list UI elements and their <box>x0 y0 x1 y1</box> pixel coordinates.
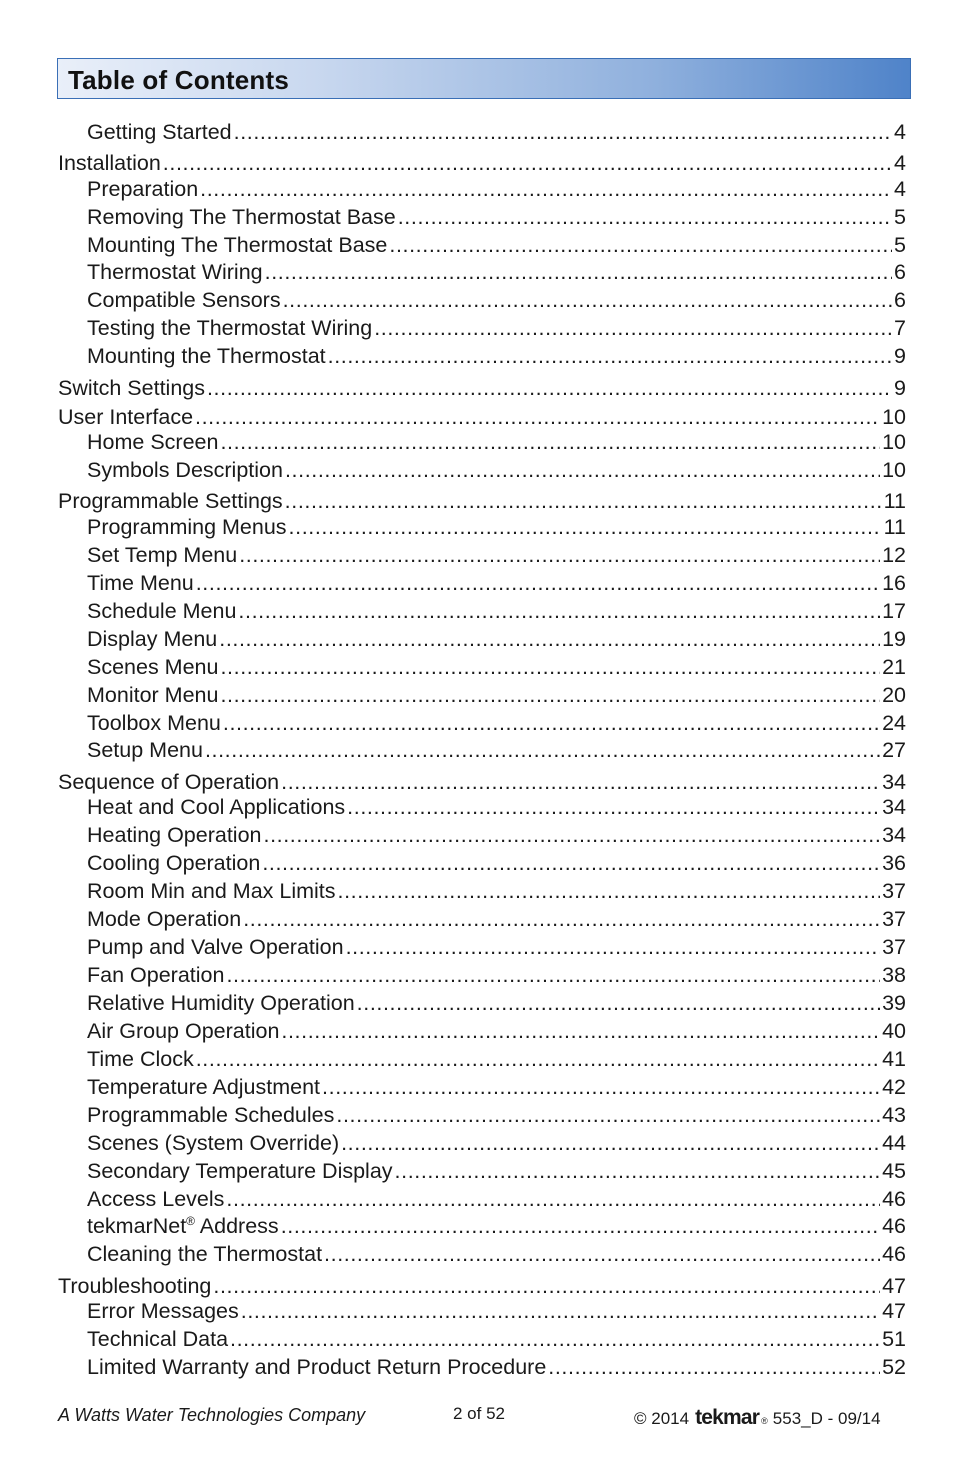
dot-leader <box>346 934 881 960</box>
toc-section-entry[interactable] <box>58 769 906 795</box>
dot-leader <box>243 906 880 932</box>
toc-entry-label: Temperature Adjustment <box>87 1075 321 1099</box>
dot-leader <box>374 315 892 341</box>
toc-entry-label: Fan Operation <box>87 963 225 987</box>
toc-subsection-entry[interactable] <box>87 934 906 960</box>
dot-leader <box>336 1102 880 1128</box>
toc-entry-label: Testing the Thermostat Wiring <box>87 316 373 340</box>
toc-subsection-entry[interactable] <box>87 1186 906 1212</box>
dot-leader <box>196 570 880 596</box>
toc-entry-label: Pump and Valve Operation <box>87 935 344 959</box>
dot-leader <box>262 850 880 876</box>
dot-leader <box>289 514 882 540</box>
toc-entry-label: Access Levels <box>87 1187 225 1211</box>
toc-entry-label: Toolbox Menu <box>87 711 221 735</box>
toc-section-entry[interactable] <box>58 1273 906 1299</box>
toc-subsection-entry[interactable] <box>87 1102 906 1128</box>
toc-entry-page: 16 <box>882 571 906 595</box>
document-code: 553_D - 09/14 <box>772 1409 881 1428</box>
toc-entry-label: Technical Data <box>87 1327 229 1351</box>
dot-leader <box>234 119 892 145</box>
dot-leader <box>264 822 881 848</box>
toc-entry-label: Set Temp Menu <box>87 543 238 567</box>
dot-leader <box>207 375 892 401</box>
tekmar-logo: tekmar <box>695 1406 760 1429</box>
toc-subsection-entry[interactable] <box>87 429 906 455</box>
dot-leader <box>389 232 892 258</box>
toc-entry-label: Programming Menus <box>87 515 287 539</box>
dot-leader <box>220 682 880 708</box>
toc-entry-page: 37 <box>882 879 906 903</box>
toc-entry-page: 10 <box>882 458 906 482</box>
toc-entry-page: 39 <box>882 991 906 1015</box>
footer-copyright <box>634 1406 881 1430</box>
toc-entry-page: 47 <box>882 1274 906 1298</box>
toc-entry-page: 21 <box>882 655 906 679</box>
dot-leader <box>548 1354 880 1380</box>
dot-leader <box>195 404 880 430</box>
toc-entry-page: 4 <box>894 177 906 201</box>
toc-entry-page: 37 <box>882 907 906 931</box>
toc-entry-label: Troubleshooting <box>58 1274 212 1298</box>
toc-subsection-entry[interactable] <box>87 287 906 313</box>
toc-entry-label: Installation <box>58 151 161 175</box>
dot-leader <box>281 1018 880 1044</box>
toc-subsection-entry[interactable] <box>87 204 906 230</box>
toc-entry-page: 20 <box>882 683 906 707</box>
dot-leader <box>322 1074 880 1100</box>
toc-entry-label: Programmable Settings <box>58 489 283 513</box>
toc-subsection-entry[interactable] <box>87 850 906 876</box>
toc-entry-page: 34 <box>882 823 906 847</box>
toc-entry-page: 43 <box>882 1103 906 1127</box>
toc-entry-page: 5 <box>894 233 906 257</box>
toc-subsection-entry[interactable] <box>87 457 906 483</box>
toc-subsection-entry[interactable] <box>87 570 906 596</box>
toc-subsection-entry[interactable] <box>87 542 906 568</box>
toc-entry-label: Heat and Cool Applications <box>87 795 346 819</box>
toc-entry-label: Mode Operation <box>87 907 242 931</box>
toc-subsection-entry[interactable] <box>87 626 906 652</box>
toc-subsection-entry[interactable] <box>87 682 906 708</box>
toc-entry-label: Mounting the Thermostat <box>87 344 326 368</box>
toc-entry-page: 42 <box>882 1075 906 1099</box>
toc-entry-page: 4 <box>894 151 906 175</box>
toc-entry-label: Symbols Description <box>87 458 283 482</box>
toc-entry-page: 44 <box>882 1131 906 1155</box>
toc-entry-label: Scenes Menu <box>87 655 219 679</box>
toc-entry-label: Time Menu <box>87 571 194 595</box>
toc-entry-label: Relative Humidity Operation <box>87 991 355 1015</box>
toc-subsection-entry[interactable] <box>87 654 906 680</box>
toc-entry-label: Cleaning the Thermostat <box>87 1242 323 1266</box>
dot-leader <box>226 1186 880 1212</box>
toc-subsection-entry[interactable] <box>87 1354 906 1380</box>
toc-entry-label: Time Clock <box>87 1047 194 1071</box>
toc-section-entry[interactable] <box>58 375 906 401</box>
toc-entry-label: Scenes (System Override) <box>87 1131 340 1155</box>
toc-entry-page: 34 <box>882 795 906 819</box>
toc-entry-page: 27 <box>882 738 906 762</box>
dot-leader <box>230 1326 880 1352</box>
dot-leader <box>281 1213 880 1239</box>
toc-section-entry[interactable] <box>58 488 906 514</box>
toc-entry-page: 7 <box>894 316 906 340</box>
footer-page-number: 2 of 52 <box>453 1404 505 1423</box>
toc-subsection-entry[interactable] <box>87 1074 906 1100</box>
toc-subsection-entry[interactable] <box>87 794 906 820</box>
toc-entry-page: 47 <box>882 1299 906 1323</box>
toc-entry-page: 10 <box>882 430 906 454</box>
toc-entry-page: 5 <box>894 205 906 229</box>
dot-leader <box>205 737 880 763</box>
dot-leader <box>338 878 881 904</box>
dot-leader <box>226 962 880 988</box>
toc-entry-page: 4 <box>894 120 906 144</box>
toc-entry-label: Heating Operation <box>87 823 262 847</box>
toc-entry-label: Error Messages <box>87 1299 239 1323</box>
toc-entry-label: Mounting The Thermostat Base <box>87 233 388 257</box>
toc-entry-page: 34 <box>882 770 906 794</box>
toc-entry-page: 38 <box>882 963 906 987</box>
toc-entry-page: 45 <box>882 1159 906 1183</box>
toc-subsection-entry[interactable] <box>87 906 906 932</box>
toc-entry-page: 46 <box>882 1214 906 1238</box>
toc-entry-label: Compatible Sensors <box>87 288 281 312</box>
toc-header-bar <box>57 58 911 99</box>
toc-entry-page: 51 <box>882 1327 906 1351</box>
toc-entry-label: Monitor Menu <box>87 683 219 707</box>
toc-entry-label: User Interface <box>58 405 194 429</box>
registered-mark: ® <box>761 1416 768 1426</box>
dot-leader <box>213 1273 880 1299</box>
dot-leader <box>328 343 892 369</box>
dot-leader <box>285 488 882 514</box>
registered-mark: ® <box>186 1213 196 1228</box>
toc-subsection-entry[interactable] <box>87 598 906 624</box>
toc-entry-page: 24 <box>882 711 906 735</box>
copyright-text: © 2014 <box>634 1409 690 1428</box>
toc-entry-label: Getting Started <box>87 120 232 144</box>
toc-entry-label: Setup Menu <box>87 738 203 762</box>
dot-leader <box>341 1130 880 1156</box>
toc-entry-label: Room Min and Max Limits <box>87 879 336 903</box>
dot-leader <box>219 626 880 652</box>
toc-section-entry[interactable] <box>58 150 906 176</box>
dot-leader <box>324 1241 880 1267</box>
dot-leader <box>398 204 892 230</box>
dot-leader <box>220 654 880 680</box>
toc-entry-label: Schedule Menu <box>87 599 237 623</box>
toc-subsection-entry[interactable] <box>87 514 906 540</box>
toc-entry-page: 10 <box>882 405 906 429</box>
toc-subsection-entry[interactable] <box>87 1046 906 1072</box>
toc-subsection-entry[interactable] <box>87 737 906 763</box>
toc-subsection-entry[interactable] <box>87 822 906 848</box>
toc-entry-page: 12 <box>882 543 906 567</box>
toc-entry-label: Programmable Schedules <box>87 1103 335 1127</box>
toc-entry-label: Secondary Temperature Display <box>87 1159 393 1183</box>
toc-entry-page: 37 <box>882 935 906 959</box>
toc-entry-label: Air Group Operation <box>87 1019 280 1043</box>
toc-entry-page: 11 <box>883 515 906 539</box>
dot-leader <box>265 259 892 285</box>
toc-entry-page: 6 <box>894 288 906 312</box>
toc-subsection-entry[interactable] <box>87 119 906 145</box>
toc-subsection-entry[interactable] <box>87 1298 906 1324</box>
toc-entry-label: Cooling Operation <box>87 851 261 875</box>
toc-entry-page: 19 <box>882 627 906 651</box>
dot-leader <box>285 457 880 483</box>
toc-entry-label: tekmarNet® Address <box>87 1213 279 1238</box>
toc-entry-page: 40 <box>882 1019 906 1043</box>
dot-leader <box>357 990 880 1016</box>
dot-leader <box>283 287 892 313</box>
dot-leader <box>220 429 880 455</box>
toc-entry-page: 46 <box>882 1187 906 1211</box>
toc-entry-label: Preparation <box>87 177 199 201</box>
toc-entry-label: Home Screen <box>87 430 219 454</box>
toc-subsection-entry[interactable] <box>87 990 906 1016</box>
toc-subsection-entry[interactable] <box>87 343 906 369</box>
toc-entry-label: Limited Warranty and Product Return Procedure <box>87 1355 547 1379</box>
dot-leader <box>163 150 892 176</box>
toc-entry-label: Sequence of Operation <box>58 770 280 794</box>
toc-entry-page: 52 <box>882 1355 906 1379</box>
toc-entry-page: 6 <box>894 260 906 284</box>
footer-company: A Watts Water Technologies Company <box>58 1405 366 1425</box>
toc-entry-label: Removing The Thermostat Base <box>87 205 396 229</box>
dot-leader <box>281 769 880 795</box>
dot-leader <box>238 598 880 624</box>
toc-entry-page: 9 <box>894 376 906 400</box>
toc-subsection-entry[interactable] <box>87 1213 906 1239</box>
dot-leader <box>347 794 880 820</box>
toc-subsection-entry[interactable] <box>87 1018 906 1044</box>
toc-subsection-entry[interactable] <box>87 176 906 202</box>
dot-leader <box>223 710 880 736</box>
toc-entry-page: 36 <box>882 851 906 875</box>
toc-subsection-entry[interactable] <box>87 315 906 341</box>
dot-leader <box>241 1298 880 1324</box>
toc-subsection-entry[interactable] <box>87 710 906 736</box>
toc-entry-page: 9 <box>894 344 906 368</box>
toc-section-entry[interactable] <box>58 404 906 430</box>
toc-entry-page: 17 <box>882 599 906 623</box>
toc-entry-label: Display Menu <box>87 627 218 651</box>
page-title: Table of Contents <box>68 65 290 95</box>
toc-entry-label: Thermostat Wiring <box>87 260 263 284</box>
dot-leader <box>239 542 880 568</box>
toc-subsection-entry[interactable] <box>87 259 906 285</box>
toc-subsection-entry[interactable] <box>87 232 906 258</box>
toc-entry-label: Switch Settings <box>58 376 205 400</box>
toc-subsection-entry[interactable] <box>87 962 906 988</box>
toc-entry-page: 46 <box>882 1242 906 1266</box>
toc-subsection-entry[interactable] <box>87 1326 906 1352</box>
dot-leader <box>200 176 892 202</box>
dot-leader <box>395 1158 881 1184</box>
toc-subsection-entry[interactable] <box>87 1158 906 1184</box>
toc-subsection-entry[interactable] <box>87 1241 906 1267</box>
toc-subsection-entry[interactable] <box>87 1130 906 1156</box>
dot-leader <box>196 1046 880 1072</box>
toc-subsection-entry[interactable] <box>87 878 906 904</box>
toc-entry-page: 11 <box>883 489 906 513</box>
toc-entry-page: 41 <box>882 1047 906 1071</box>
